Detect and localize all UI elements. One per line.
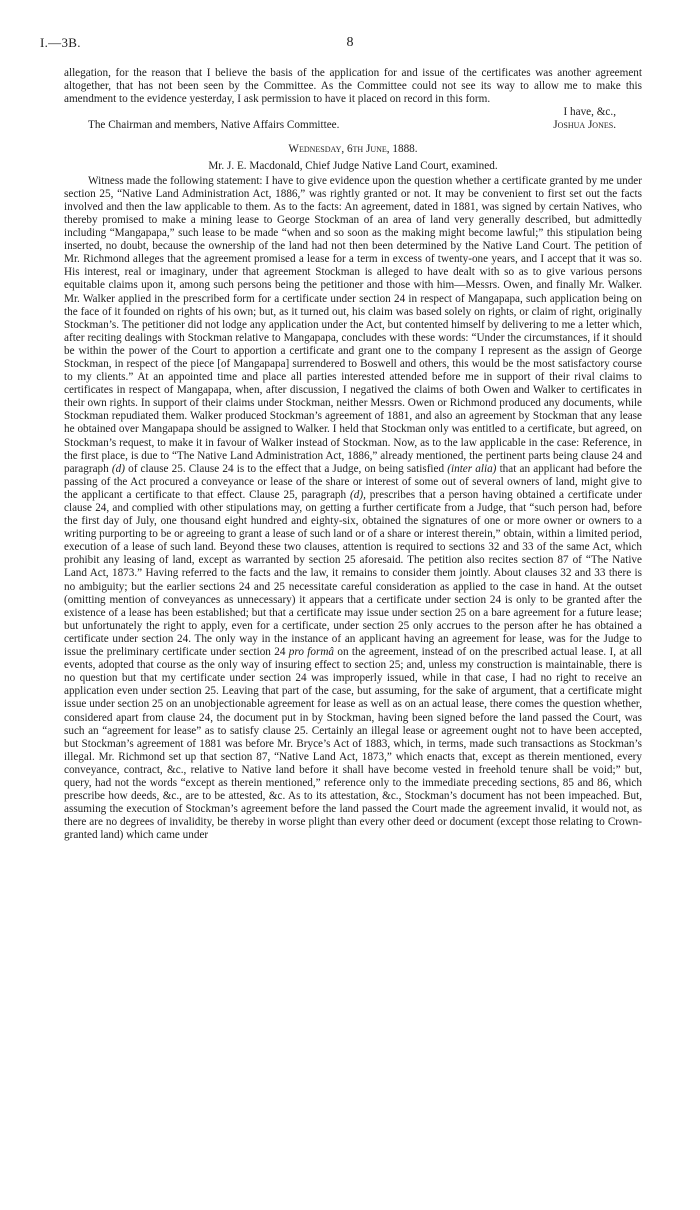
paragraph-d-ref-2: (d), <box>350 488 366 501</box>
letter-signature-row <box>64 119 642 132</box>
letter-addressee: The Chairman and members, Native Affairs Committee. <box>88 119 340 132</box>
evidence-text-5: on the agreement, instead of on the prescribed actual lease. I, at all events, adopted that course as the only way of insuring effect to section 25; and, unless my construction is maintainable, there is no question but that my certificate under section 24 was improperly issued, while in that case, I had no right to receive an application even under section 25. Leaving that part of the case, but assuming, for the sake of argument, that a certificate might issue under section 25 on an unobjectionable agreement for lease as well as on an actual lease, there comes the question whether, considered apart from clause 24, the document put in by Stockman, having been signed before the land passed the Court, was such an “agreement for lease” as to satisfy clause 25. Certainly an illegal lease or agreement ought not to have been accepted, but Stockman’s agreement of 1881 was before Mr. Bryce’s Act of 1883, which, in terms, made such transactions as Stockman’s illegal. Mr. Richmond set up that section 87, “Native Land Act, 1873,” which enacts that, except as therein mentioned, every conveyance, contract, &c., relative to Native land before it shall have become vested in freehold tenure shall be void;” but, query, had not the words “except as therein mentioned,” reference only to the immediate preceding sections, 85 and 86, which prescribe how deeds, &c., are to be attested, &c. As to its attestation, &c., Stockman’s document has not been impeached. But, assuming the execution of Stockman’s agreement before the land passed the Court made the agreement invalid, it would not, as there are no degrees of invalidity, be thereby in worse plight than every other deed or document (except those relating to Crown-granted land) which came under <box>64 646 642 842</box>
page-number: 8 <box>346 35 354 50</box>
evidence-text-4: prescribes that a person having obtained a certificate under clause 24, and complied with other stipulations may, on getting a further certificate from a Judge, that “such person had, before the first day of July, one thousand eight hundred and eighty-six, obtained the signatures of one or more owner or owners to a writing purporting to be or agreeing to grant a lease of such land or of a share or interest therein,” obtain, within a limited period, execution of a lease of such land. Beyond these two clauses, attention is required to sections 32 and 33 of the same Act, which prohibit any leasing of land, except as warranted by section 25 aforesaid. The petition also recites section 87 of “The Native Land Act, 1873.” Having referred to the facts and the law, it remains to consider them jointly. About clauses 32 and 33 there is no ambiguity; but the earlier sections 24 and 25 necessitate careful consideration as applied to the case in hand. At the outset (omitting mention of conveyances as unnecessary) it appears that a certificate under section 24 is only to be granted after the existence of a lease has been established; but that a certificate may issue under section 25 on a bare agreement for a future lease; but unfortunately the right to apply, even for a certificate, under section 25 only accrues to the person after he has obtained a certificate under section 24. The only way in the instance of an applicant having an agreement for lease, was for the Judge to issue the preliminary certificate under section 24 <box>64 488 643 659</box>
evidence-text-2: of clause 25. Clause 24 is to the effect that a Judge, on being satisfied <box>128 462 445 475</box>
sitting-date: Wednesday, 6th June, 1888. <box>288 143 418 156</box>
paragraph-d-ref: (d) <box>111 462 125 475</box>
document-reference: I.—3B. <box>40 35 81 50</box>
letter-closing-row <box>64 106 642 119</box>
witness-heading: Mr. J. E. Macdonald, Chief Judge Native Land Court, examined. <box>208 159 498 172</box>
letter-signature: Joshua Jones. <box>553 119 616 132</box>
pro-forma-italic: pro formâ <box>288 646 335 659</box>
evidence-text-1: Witness made the following statement: I have to give evidence upon the question whether a certificate granted by me under section 25, “Native Land Administration Act, 1886,” was rightly granted or not. It may be convenient to first set out the facts involved and then the law applicable to them. As to the facts: An agreement, dated in 1881, was signed by certain Natives, who thereby promised to make a mining lease to George Stockman of an area of land very generally described, but admittedly including “Mangapapa,” such lease to be made “when and so soon as the making might become lawful;” this stipulation being inserted, no doubt, because the ownership of the land had not then been determined by the Native Land Court. The petition of Mr. Richmond alleges that the agreement promised a lease for a term in excess of twenty-one years, and I accept that it was so. His interest, real or imaginary, under that agreement Stockman is alleged to have dealt with so as to give various persons equitable claims upon it, among such persons being the petitioner and those with him—Messrs. Owen, and finally Mr. Walker. Mr. Walker applied in the prescribed form for a certificate under section 24 in respect of Mangapapa, such application being on the face of it founded on rights of his own; but, as it turned out, his claim was based solely on rights, or claim of right, originally Stockman’s. The petitioner did not lodge any application under the Act, but contented himself by delivering to me a letter which, after reciting dealings with Stockman relative to Mangapapa, concludes with these words: “Under the circumstances, if it should be within the power of the Court to apportion a certificate and grant one to the company I represent as the assign of George Stockman, in respect of the piece [of Mangapapa] surrendered to Boswell and others, this would be the most satisfactory course to my clients.” At an appointed time and place all parties interested attended before me in support of their rival claims to certificates in respect of Mangapapa, when, after discussion, I negatived the claims of both Owen and Walker to certificates in their own rights. In support of their claims under Stockman, neither Messrs. Owen or Richmond produced any documents, while Stockman repudiated them. Walker produced Stockman’s agreement of 1881, and also an agreement by Stockman that any lease he obtained over Mangapapa should be assigned to Walker. I held that Stockman only was entitled to a certificate, but agreed, on Stockman’s request, to make it in favour of Walker instead of Stockman. Now, as to the law applicable in the case: Reference, in the first place, is due to “The Native Land Administration Act, 1886,” already mentioned, the pertinent parts being clause 24 and paragraph <box>64 174 642 475</box>
inter-alia-italic: (inter alia) <box>447 462 497 475</box>
page-header <box>40 36 660 52</box>
page-body <box>64 67 642 842</box>
evidence-statement <box>64 175 642 843</box>
letter-closing: I have, &c., <box>563 106 616 119</box>
continuation-paragraph: allegation, for the reason that I believe the basis of the application for and issue of the certificates was another agreement altogether, that has not been seen by the Committee. As the Committee could not see its way to allow me to make this amendment to the evidence yesterday, I ask permission to have it placed on record in this form. <box>64 67 642 106</box>
evidence-text-3: that an applicant had before the passing of the Act procured a conveyance or lease of the share or interest of some out of several owners of land, might give to the applicant a certificate to that effect. Clause 25, paragraph <box>64 462 643 501</box>
